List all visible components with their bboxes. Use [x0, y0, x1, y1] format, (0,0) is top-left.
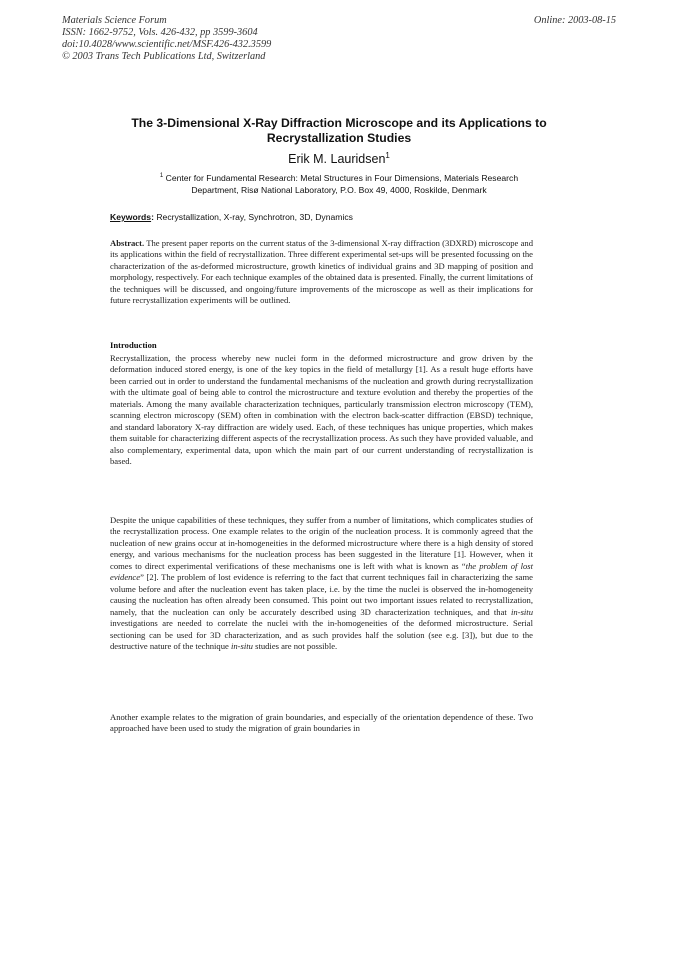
title-line-1: The 3-Dimensional X-Ray Diffraction Microscope and its Applications to — [131, 116, 547, 130]
introduction-paragraph-2 — [110, 515, 533, 652]
paper-title — [100, 116, 578, 146]
doi-line[interactable]: doi:10.4028/www.scientific.net/MSF.426-432.3599 — [62, 39, 272, 50]
affiliation-line-2: Department, Risø National Laboratory, P.O. Box 49, 4000, Roskilde, Denmark — [191, 184, 487, 195]
abstract — [110, 238, 533, 307]
journal-header — [62, 15, 271, 63]
keywords-text: Recrystallization, X-ray, Synchrotron, 3D, Dynamics — [156, 212, 353, 222]
journal-name: Materials Science Forum — [62, 15, 167, 26]
para2-italic-in-situ-2: in-situ — [230, 640, 253, 651]
online-date: Online: 2003-08-15 — [533, 15, 616, 26]
issn-line: ISSN: 1662-9752, Vols. 426-432, pp 3599-3604 — [62, 27, 258, 38]
affiliation-text-1: Center for Fundamental Research: Metal Structures in Four Dimensions, Materials Research — [165, 173, 519, 183]
keywords — [110, 212, 580, 223]
introduction-paragraph-3: Another example relates to the migration of grain boundaries, and especially of the orientation dependence of these. Two approached have been used to study the migration of grain boundaries in — [110, 712, 533, 734]
affiliation-superscript: 1 — [159, 173, 164, 180]
para2-italic-phrase: the problem of lost evidence — [110, 560, 534, 583]
affiliation-line-1 — [110, 173, 568, 185]
author-name: Erik M. Lauridsen — [288, 152, 386, 166]
introduction-heading: Introduction — [110, 340, 157, 350]
para2-text-c: investigations are needed to correlate the nuclei with the in-homogeneities of the deformed microstructure. Serial sectioning can be used for 3D characterization, and as such provides half the solution (see e.g. [3]), but due to the destructive nature of the technique — [110, 618, 533, 651]
para2-italic-in-situ-1: in-situ — [511, 606, 533, 617]
introduction-paragraph-1: Recrystallization, the process whereby new nuclei form in the deformed microstructure and grow driven by the deformation induced stored energy, is one of the key topics in the field of metallurgy [1]. As a result huge efforts have been carried out in order to understand the fundamental mechanisms of the nucleation and growth during recrystallization with the ultimate goal of being able to control the microstructure and texture evolution and thereby the properties of the materials. Among the many available characterization techniques, particularly transmission electron microscopy (TEM), scanning electron microscopy (SEM) often in combination with the electron back-scatter diffraction (EBSD) technique, and standard laboratory X-ray diffraction are widely used. Each, of these techniques has unique properties, which makes them suitable for characterizing different aspects of the recrystallization process. As such they have provided valuable, and also complementary, experimental data, upon which the main part of our current understanding of recrystallization is based. — [110, 353, 533, 467]
keywords-label: Keywords — [110, 212, 152, 222]
affiliation — [110, 173, 568, 196]
copyright-line: © 2003 Trans Tech Publications Ltd, Switzerland — [62, 51, 266, 62]
abstract-label: Abstract. — [110, 238, 145, 248]
keywords-colon: : — [151, 212, 154, 222]
author-superscript: 1 — [385, 150, 390, 160]
author-line — [0, 152, 678, 167]
abstract-text: The present paper reports on the current status of the 3-dimensional X-ray diffraction (3DXRD) microscope and its applications within the field of recrystallization. Three different experimental set-ups will be presented focussing on the characterization of the as-deformed microstructure, growth kinetics of individual grains and 3D mapping of position and morphology, respectively. For each technique examples of the obtained data is presented. Finally, the current limitations of the techniques will be discussed, and ongoing/future improvements of the microscope as well as their implications for future recrystallization experiments will be outlined. — [110, 238, 533, 306]
para2-text-d: studies are not possible. — [252, 640, 338, 651]
para2-text-a: Despite the unique capabilities of these techniques, they suffer from a number of limitations, which complicates studies of the recrystallization process. One example relates to the origin of the nucleation process. It is commonly agreed that the nucleation of new grains occur at in-homogeneities in the deformed microstructure where there is a high density of stored energy, and various mechanisms for the nucleation process has been suggested in the literature [1]. However, when it comes to direct experimental verifications of these mechanisms one is left with what is known as “ — [110, 515, 533, 571]
title-line-2: Recrystallization Studies — [266, 131, 412, 145]
para2-text-b: ” [2]. The problem of lost evidence is referring to the fact that current techniques fail in characterizing the same volume before and after the nucleation event has taken place, i.e. by the time the nuclei is observed the in-homogeneity causing the nucleation has often already been consumed. This point out two important issues related to recrystallization, namely, that the nucleation can only be accurately described using 3D characterization techniques, and that — [110, 572, 533, 617]
